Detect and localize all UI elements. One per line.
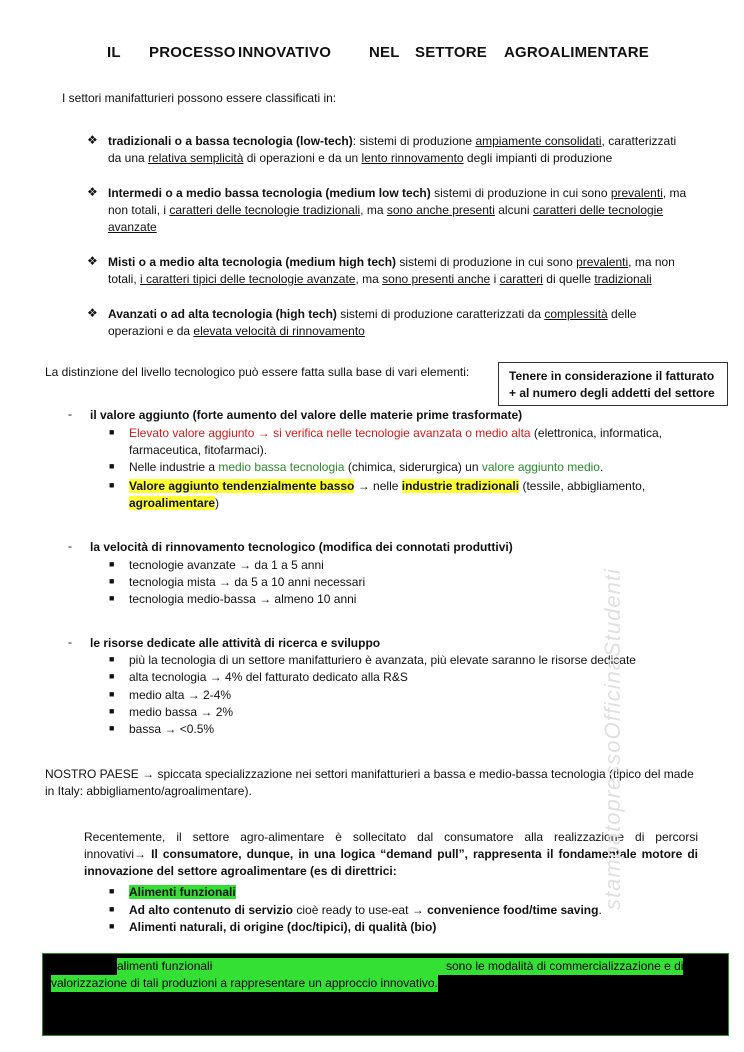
square-bullet-icon: ■ [109,461,115,471]
bullet-item: Elevato valore aggiunto → si verifica nelle tecnologie avanzata o medio alta (elettronica, informatica, [129,426,662,440]
diamond-bullet-icon: ❖ [87,185,98,199]
dash-bullet: - [68,635,72,649]
square-bullet-icon: ■ [109,593,115,603]
callout-line: + al numero degli addetti del settore [509,386,715,400]
category-high-tech-line2: operazioni e da elevata velocità di rinnovamento [108,324,365,338]
bullet-item-line2: farmaceutica, fitofarmaci). [129,443,268,457]
page-title [0,44,744,64]
square-bullet-icon: ■ [109,480,115,490]
callout-box [498,362,728,406]
highlight-box [42,953,729,1036]
bullet-item: Nelle industrie a medio bassa tecnologia (chimica, siderurgica) un valore aggiunto medio. [129,460,604,474]
diamond-bullet-icon: ❖ [87,306,98,320]
square-bullet-icon: ■ [109,723,115,733]
bullet-item: Valore aggiunto tendenzialmente basso → nelle industrie tradizionali (tessile, abbigliamento, [129,479,646,493]
title-word: PROCESSO [149,44,236,61]
square-bullet-icon: ■ [109,886,115,896]
bullet-item: Alimenti funzionali [129,885,236,899]
square-bullet-icon: ■ [109,904,115,914]
square-bullet-icon: ■ [109,921,115,931]
recent-line3: innovazione del settore agroalimentare (es di direttrici: [84,864,397,878]
bullet-item-line2: agroalimentare) [129,496,220,510]
square-bullet-icon: ■ [109,559,115,569]
bullet-item: Alimenti naturali, di origine (doc/tipici), di qualità (bio) [129,920,437,934]
title-word: INNOVATIVO [238,44,332,61]
bullet-item: bassa → <0.5% [129,722,215,736]
section-heading-valore-aggiunto: il valore aggiunto (forte aumento del valore delle materie prime trasformate) [90,408,523,422]
bullet-item: tecnologia mista → da 5 a 10 anni necessari [129,575,366,589]
bullet-item: tecnologie avanzate → da 1 a 5 anni [129,558,324,572]
category-low-tech: tradizionali o a bassa tecnologia (low-tech): sistemi di produzione ampiamente consolidati, caratterizzati [108,134,677,148]
category-medium-high-tech-line2: totali, i caratteri tipici delle tecnologie avanzate, ma sono presenti anche i caratteri di quelle tradizionali [108,272,652,286]
bullet-item: più la tecnologia di un settore manifatturiero è avanzata, più elevate saranno le risorse dedicate [129,653,636,667]
watermark: stampatopressoOfficinaStudenti [600,568,625,910]
paese-line2: in Italy: abbigliamento/agroalimentare). [45,784,252,798]
title-word: SETTORE [415,44,487,61]
square-bullet-icon: ■ [109,427,115,437]
category-medium-low-tech-line3: avanzate [108,220,157,234]
title-word: NEL [369,44,400,61]
dash-bullet: - [68,539,72,553]
recent-line2: innovativi→ Il consumatore, dunque, in una logica “demand pull”, rappresenta il fondamentale motore di [84,847,698,861]
bullet-item: tecnologia medio-bassa → almeno 10 anni [129,592,357,606]
title-word: IL [107,44,121,61]
square-bullet-icon: ■ [109,576,115,586]
callout-line: Tenere in considerazione il fatturato [509,369,715,383]
bullet-item: Ad alto contenuto di servizio cioè ready to use-eat → convenience food/time saving. [129,903,602,917]
bullet-item: alta tecnologia → 4% del fatturato dedicato alla R&S [129,670,408,684]
box-segment: alimenti funzionali [117,958,449,975]
diamond-bullet-icon: ❖ [87,133,98,147]
dash-bullet: - [68,407,72,421]
category-high-tech: Avanzati o ad alta tecnologia (high tech) sistemi di produzione caratterizzati da complessità delle [108,307,637,321]
title-word: AGROALIMENTARE [504,44,650,61]
square-bullet-icon: ■ [109,689,115,699]
section-heading-risorse: le risorse dedicate alle attività di ricerca e sviluppo [90,636,381,650]
section-heading-velocita: la velocità di rinnovamento tecnologico (modifica dei connotati produttivi) [90,540,513,554]
square-bullet-icon: ■ [109,706,115,716]
bullet-item: medio alta → 2-4% [129,688,232,702]
box-segment: valorizzazione di tali produzioni a rappresentare un approccio innovativo. [51,976,438,990]
square-bullet-icon: ■ [109,654,115,664]
category-medium-low-tech: Intermedi o a medio bassa tecnologia (medium low tech) sistemi di produzione in cui sono prevalenti, ma [108,186,687,200]
intro-text: I settori manifatturieri possono essere classificati in: [62,91,337,105]
paese-line1: NOSTRO PAESE → spiccata specializzazione nei settori manifatturieri a bassa e medio-bassa tecnologia (tipico del made [45,767,694,781]
diamond-bullet-icon: ❖ [87,254,98,268]
category-low-tech-line2: da una relativa semplicità di operazioni e da un lento rinnovamento degli impianti di produzione [108,151,613,165]
category-medium-low-tech-line2: non totali, i caratteri delle tecnologie tradizionali, ma sono anche presenti alcuni caratteri delle tecnologie [108,203,664,217]
box-segment: sono le modalità di commercializzazione e di [446,959,684,973]
square-bullet-icon: ■ [109,671,115,681]
recent-line1: Recentemente, il settore agro-alimentare è sollecitato dal consumatore alla realizzazione di percorsi [84,830,698,844]
distinction-text: La distinzione del livello tecnologico può essere fatta sulla base di vari elementi: [45,365,470,379]
category-medium-high-tech: Misti o a medio alta tecnologia (medium high tech) sistemi di produzione in cui sono prevalenti, ma non [108,255,675,269]
bullet-item: medio bassa → 2% [129,705,234,719]
